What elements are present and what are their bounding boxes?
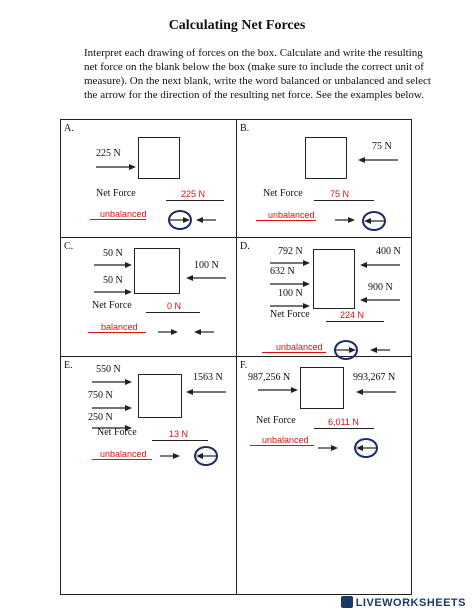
section-letter: C. [64, 241, 74, 252]
section-letter: E. [64, 360, 73, 371]
section-letter: B. [240, 123, 250, 134]
right-arrow-option-icon[interactable] [170, 216, 190, 224]
status-blank [92, 459, 152, 460]
net-force-blank [146, 312, 200, 313]
left-arrow-option-icon[interactable] [356, 444, 376, 452]
left-arrow-option-icon[interactable] [364, 217, 384, 225]
left-arrow-option-icon[interactable] [370, 346, 390, 354]
net-force-answer[interactable]: 13 N [169, 429, 189, 439]
net-force-label: Net Force [96, 188, 136, 199]
page-title: Calculating Net Forces [168, 18, 306, 33]
net-force-answer[interactable]: 0 N [167, 301, 182, 311]
net-force-answer[interactable]: 6,011 N [328, 417, 359, 427]
left-arrow-option-icon[interactable] [196, 216, 216, 224]
right-arrow-icon [94, 261, 132, 269]
status-answer[interactable]: unbalanced [100, 209, 147, 219]
status-answer[interactable]: unbalanced [262, 435, 309, 445]
left-arrow-icon [360, 296, 400, 304]
net-force-blank [314, 428, 374, 429]
net-force-answer[interactable]: 75 N [330, 189, 350, 199]
right-arrow-icon [96, 163, 136, 171]
right-arrow-option-icon[interactable] [158, 328, 178, 336]
force-label: 1563 N [193, 372, 223, 383]
net-force-blank [166, 200, 224, 201]
right-arrow-icon [92, 378, 132, 386]
force-label: 750 N [88, 390, 113, 401]
net-force-answer[interactable]: 225 N [181, 189, 206, 199]
section-letter: A. [64, 123, 74, 134]
force-label: 100 N [194, 260, 219, 271]
right-arrow-icon [258, 386, 298, 394]
net-force-label: Net Force [92, 300, 132, 311]
right-arrow-option-icon[interactable] [318, 444, 338, 452]
force-label: 993,267 N [353, 372, 396, 383]
status-answer[interactable]: balanced [101, 322, 138, 332]
net-force-blank [314, 200, 374, 201]
status-blank [262, 352, 326, 353]
net-force-label: Net Force [263, 188, 303, 199]
liveworksheets-logo [341, 596, 466, 609]
box [138, 137, 180, 179]
force-label: 987,256 N [248, 372, 291, 383]
force-label: 100 N [278, 288, 303, 299]
liveworksheets-logo-icon [341, 596, 353, 608]
box [313, 249, 355, 309]
net-force-label: Net Force [97, 427, 137, 438]
net-force-blank [326, 321, 384, 322]
grid-divider-row-2 [60, 356, 412, 357]
instructions: Interpret each drawing of forces on the box. Calculate and write the resulting net force on the blank below the box (make sure to include the correct unit of measure). On the next blank, write the word balanced or unbalanced and select the arrow for the direction of the resulting net force. See the examples below. [84, 47, 431, 101]
right-arrow-option-icon[interactable] [335, 216, 355, 224]
force-label: 550 N [96, 364, 121, 375]
left-arrow-option-icon[interactable] [194, 328, 214, 336]
force-label: 900 N [368, 282, 393, 293]
net-force-label: Net Force [256, 415, 296, 426]
right-arrow-icon [270, 280, 310, 288]
net-force-answer[interactable]: 224 N [340, 310, 365, 320]
force-label: 50 N [103, 275, 123, 286]
grid-divider-vertical [236, 119, 237, 595]
section-letter: F. [240, 360, 248, 371]
status-blank [250, 445, 314, 446]
grid-divider-row-1 [60, 237, 412, 238]
left-arrow-icon [360, 261, 400, 269]
left-arrow-icon [186, 274, 226, 282]
force-label: 400 N [376, 246, 401, 257]
status-answer[interactable]: unbalanced [100, 449, 147, 459]
force-label: 632 N [270, 266, 295, 277]
status-answer[interactable]: unbalanced [268, 210, 315, 220]
left-arrow-option-icon[interactable] [196, 452, 216, 460]
status-blank [88, 332, 146, 333]
footer-brand: LIVEWORKSHEETS [355, 597, 466, 609]
status-blank [90, 219, 146, 220]
status-blank [256, 220, 316, 221]
box [138, 374, 182, 418]
net-force-blank [152, 440, 208, 441]
right-arrow-icon [94, 288, 132, 296]
left-arrow-icon [358, 156, 398, 164]
force-label: 250 N [88, 412, 113, 423]
status-answer[interactable]: unbalanced [276, 342, 323, 352]
right-arrow-option-icon[interactable] [336, 346, 356, 354]
box [305, 137, 347, 179]
force-label: 225 N [96, 148, 121, 159]
left-arrow-icon [356, 388, 396, 396]
left-arrow-icon [186, 388, 226, 396]
right-arrow-icon [92, 404, 132, 412]
force-label: 792 N [278, 246, 303, 257]
right-arrow-option-icon[interactable] [160, 452, 180, 460]
force-label: 50 N [103, 248, 123, 259]
net-force-label: Net Force [270, 309, 310, 320]
section-letter: D. [240, 241, 250, 252]
force-label: 75 N [372, 141, 392, 152]
box [134, 248, 180, 294]
box [300, 367, 344, 409]
